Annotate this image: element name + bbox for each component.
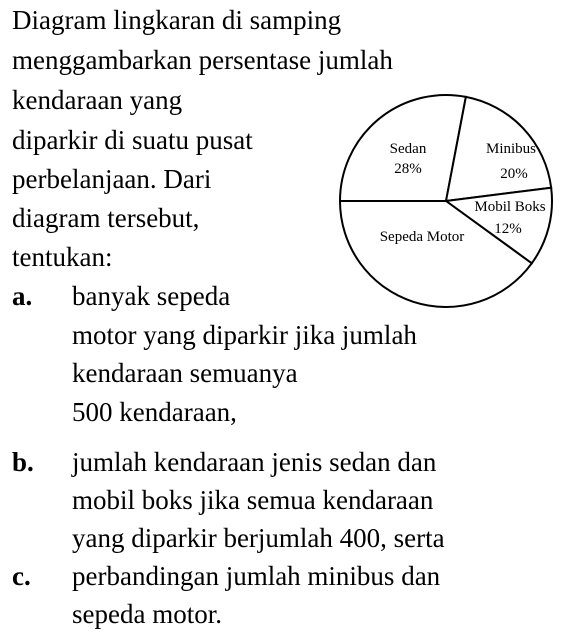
question-c-line-1: perbandingan jumlah minibus dan (72, 561, 441, 591)
question-c-line-2: sepeda motor. (72, 599, 222, 629)
intro-line-7: tentukan: (12, 242, 113, 272)
intro-line-3: kendaraan yang (12, 85, 183, 115)
intro-line-2: menggambarkan persentase jumlah (12, 45, 393, 75)
slice-label-sedan: Sedan (389, 141, 427, 157)
intro-line-4: diparkir di suatu pusat (12, 125, 253, 155)
intro-line-5: perbelanjaan. Dari (12, 164, 212, 194)
slice-label-mobil-boks: Mobil Boks (474, 199, 546, 215)
question-b-line-2: mobil boks jika semua kendaraan (72, 485, 434, 515)
slice-label-sepeda-motor: Sepeda Motor (379, 229, 465, 245)
slice-value-mobil-boks: 12% (494, 221, 522, 237)
question-b-marker: b. (12, 447, 34, 477)
question-a-line-4: 500 kendaraan, (72, 397, 237, 427)
pie-chart (338, 93, 554, 309)
question-a-marker: a. (12, 281, 33, 311)
slice-value-sedan: 28% (394, 161, 422, 177)
intro-line-1: Diagram lingkaran di samping (12, 5, 342, 35)
question-a-line-1: banyak sepeda (72, 281, 231, 311)
question-b-line-1: jumlah kendaraan jenis sedan dan (72, 447, 437, 477)
intro-line-6: diagram tersebut, (12, 203, 200, 233)
question-a-line-2: motor yang diparkir jika jumlah (72, 320, 417, 350)
slice-label-minibus: Minibus (485, 141, 537, 157)
question-b-line-3: yang diparkir berjumlah 400, serta (72, 523, 445, 553)
question-a-line-3: kendaraan semuanya (72, 358, 298, 388)
question-c-marker: c. (12, 561, 31, 591)
slice-value-minibus: 20% (500, 166, 528, 182)
